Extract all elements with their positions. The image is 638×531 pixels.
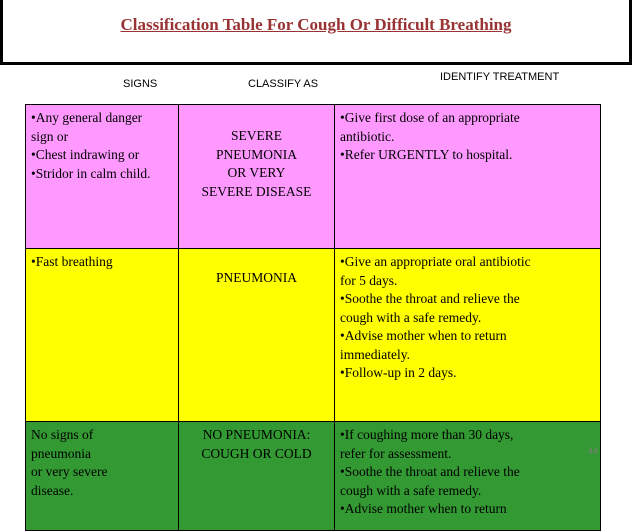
treatment-cell: •If coughing more than 30 days, refer for assessment. •Soothe the throat and relieve the cough with a safe remedy. •Advise mother when to return (335, 422, 601, 531)
table-row (26, 249, 601, 422)
header-treatment: IDENTIFY TREATMENT (440, 71, 560, 83)
treatment-cell: •Give an appropriate oral antibiotic for 5 days. •Soothe the throat and relieve the cough with a safe remedy. •Advise mother when to return immediately. •Follow-up in 2 days. (335, 249, 601, 422)
page-title: Classification Table For Cough Or Difficult Breathing (120, 15, 512, 34)
signs-cell: No signs of pneumonia or very severe disease. (26, 422, 179, 531)
classification-cell: SEVERE PNEUMONIA OR VERY SEVERE DISEASE (179, 105, 335, 249)
header-signs: SIGNS (123, 78, 158, 90)
treatment-cell: •Give first dose of an appropriate antibiotic. •Refer URGENTLY to hospital. (335, 105, 601, 249)
table-row (26, 422, 601, 531)
table-row (26, 105, 601, 249)
classification-cell: PNEUMONIA (179, 249, 335, 422)
page-number: 44 (588, 446, 599, 456)
signs-cell: •Any general danger sign or •Chest indrawing or •Stridor in calm child. (26, 105, 179, 249)
classification-table (25, 104, 601, 531)
header-classify: CLASSIFY AS (248, 78, 319, 90)
column-headers (0, 68, 638, 104)
signs-cell: •Fast breathing (26, 249, 179, 422)
classification-cell: NO PNEUMONIA: COUGH OR COLD (179, 422, 335, 531)
title-box (0, 0, 632, 65)
